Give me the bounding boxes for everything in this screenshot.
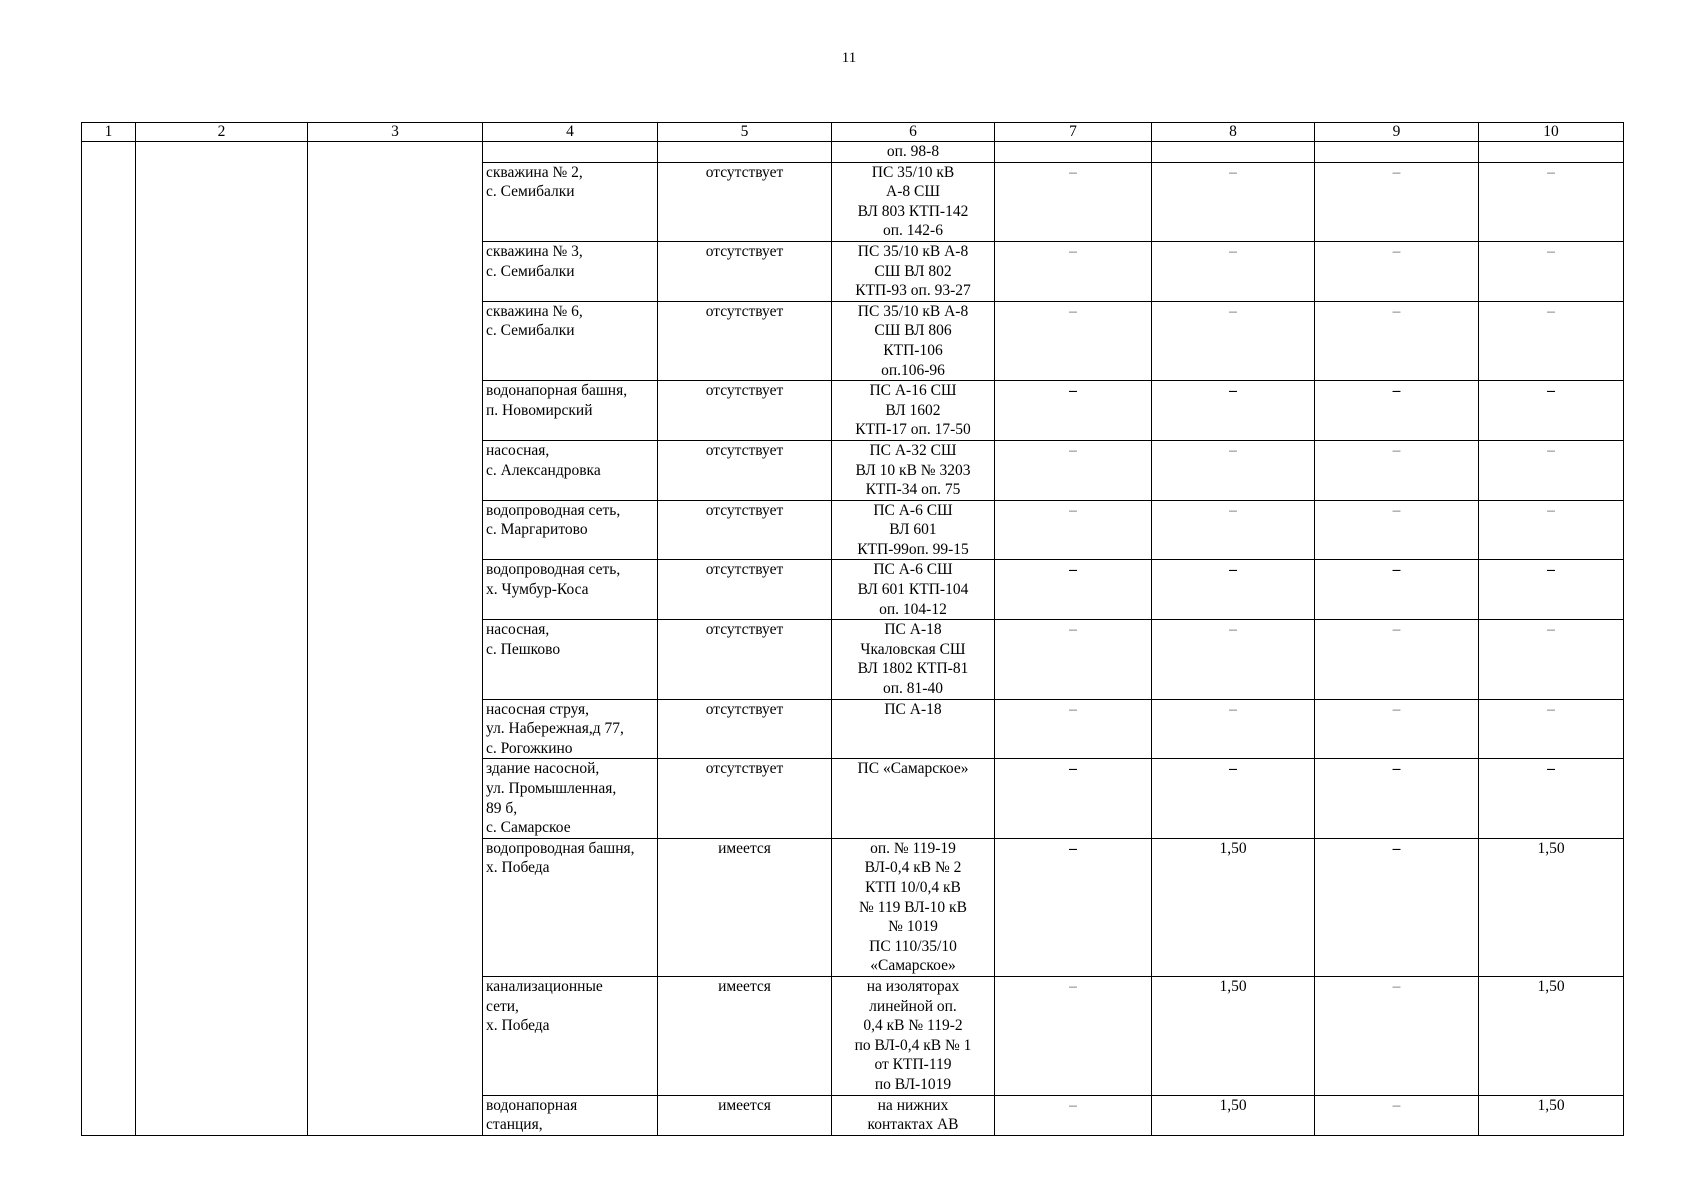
cell-c7: – <box>995 440 1152 500</box>
cell-c9: – <box>1315 301 1479 380</box>
cell-c10: – <box>1479 241 1624 301</box>
cell-c8: 1,50 <box>1152 976 1315 1095</box>
merged-cell-col1 <box>82 142 136 1136</box>
cell-c7: – <box>995 759 1152 838</box>
cell-c9: – <box>1315 699 1479 759</box>
cell-status: имеется <box>658 838 832 976</box>
data-table <box>81 122 1624 1136</box>
cell-c9: – <box>1315 241 1479 301</box>
cell-source: на изоляторах линейной оп. 0,4 кВ № 119-2 по ВЛ-0,4 кВ № 1 от КТП-119 по ВЛ-1019 <box>832 976 995 1095</box>
cell-object: водонапорная станция, <box>483 1095 658 1135</box>
cell-c7: – <box>995 1095 1152 1135</box>
cell-c8: – <box>1152 620 1315 699</box>
cell-status: отсутствует <box>658 241 832 301</box>
column-header-7: 7 <box>995 123 1152 142</box>
column-header-5: 5 <box>658 123 832 142</box>
cell-status: отсутствует <box>658 440 832 500</box>
cell-c9: – <box>1315 620 1479 699</box>
cell-c8: – <box>1152 301 1315 380</box>
cell-source: ПС А-18 Чкаловская СШ ВЛ 1802 КТП-81 оп. 81-40 <box>832 620 995 699</box>
cell-c9: – <box>1315 976 1479 1095</box>
cell-object: насосная струя, ул. Набережная,д 77, с. Рогожкино <box>483 699 658 759</box>
cell-c8: – <box>1152 440 1315 500</box>
cell-c7: – <box>995 500 1152 560</box>
cell-object: водопроводная башня, х. Победа <box>483 838 658 976</box>
cell-object: скважина № 6, с. Семибалки <box>483 301 658 380</box>
cell-c10: – <box>1479 301 1624 380</box>
cell-status: отсутствует <box>658 620 832 699</box>
table-row-continued <box>82 142 1624 163</box>
cell-c7: – <box>995 162 1152 241</box>
cell-status: отсутствует <box>658 699 832 759</box>
cell-source: ПС А-32 СШ ВЛ 10 кВ № 3203 КТП-34 оп. 75 <box>832 440 995 500</box>
cell-source: оп. № 119-19 ВЛ-0,4 кВ № 2 КТП 10/0,4 кВ № 119 ВЛ-10 кВ № 1019 ПС 110/35/10 «Самарское» <box>832 838 995 976</box>
merged-cell-col2 <box>136 142 308 1136</box>
cell-c8: – <box>1152 560 1315 620</box>
cell-source: ПС «Самарское» <box>832 759 995 838</box>
cell-source: ПС А-18 <box>832 699 995 759</box>
cell-c7: – <box>995 381 1152 441</box>
cell-source: ПС 35/10 кВ А-8 СШ ВЛ 802 КТП-93 оп. 93-27 <box>832 241 995 301</box>
header-row <box>82 123 1624 142</box>
cell-c10: – <box>1479 759 1624 838</box>
column-header-8: 8 <box>1152 123 1315 142</box>
cell-source: оп. 98-8 <box>832 142 995 163</box>
cell-c7: – <box>995 241 1152 301</box>
cell-c7 <box>995 142 1152 163</box>
cell-c8: 1,50 <box>1152 1095 1315 1135</box>
page-number: 11 <box>841 50 857 66</box>
cell-status: отсутствует <box>658 162 832 241</box>
cell-object: водопроводная сеть, с. Маргаритово <box>483 500 658 560</box>
cell-status: отсутствует <box>658 301 832 380</box>
cell-status: отсутствует <box>658 381 832 441</box>
cell-c10: – <box>1479 560 1624 620</box>
cell-c10: – <box>1479 381 1624 441</box>
cell-c10: – <box>1479 699 1624 759</box>
cell-status <box>658 142 832 163</box>
cell-c9: – <box>1315 381 1479 441</box>
cell-c8 <box>1152 142 1315 163</box>
column-header-6: 6 <box>832 123 995 142</box>
cell-c8: – <box>1152 500 1315 560</box>
cell-object: здание насосной, ул. Промышленная, 89 б, с. Самарское <box>483 759 658 838</box>
cell-c9: – <box>1315 759 1479 838</box>
cell-source: ПС А-16 СШ ВЛ 1602 КТП-17 оп. 17-50 <box>832 381 995 441</box>
cell-object: канализационные сети, х. Победа <box>483 976 658 1095</box>
column-header-9: 9 <box>1315 123 1479 142</box>
cell-c7: – <box>995 301 1152 380</box>
cell-source: ПС 35/10 кВ А-8 СШ ВЛ 806 КТП-106 оп.106-96 <box>832 301 995 380</box>
column-header-1: 1 <box>82 123 136 142</box>
cell-c9: – <box>1315 560 1479 620</box>
cell-status: отсутствует <box>658 759 832 838</box>
cell-c8: – <box>1152 162 1315 241</box>
cell-status: отсутствует <box>658 500 832 560</box>
cell-source: ПС А-6 СШ ВЛ 601 КТП-99оп. 99-15 <box>832 500 995 560</box>
cell-c10: – <box>1479 440 1624 500</box>
cell-c8: – <box>1152 381 1315 441</box>
cell-c9: – <box>1315 1095 1479 1135</box>
column-header-4: 4 <box>483 123 658 142</box>
cell-object: насосная, с. Пешково <box>483 620 658 699</box>
cell-c8: – <box>1152 241 1315 301</box>
cell-c10: – <box>1479 500 1624 560</box>
cell-c10: – <box>1479 620 1624 699</box>
cell-c8: – <box>1152 759 1315 838</box>
cell-c9: – <box>1315 440 1479 500</box>
cell-c9 <box>1315 142 1479 163</box>
cell-object <box>483 142 658 163</box>
cell-object: водонапорная башня, п. Новомирский <box>483 381 658 441</box>
cell-c10 <box>1479 142 1624 163</box>
merged-cell-col3 <box>308 142 483 1136</box>
cell-status: имеется <box>658 976 832 1095</box>
cell-c9: – <box>1315 838 1479 976</box>
cell-c7: – <box>995 838 1152 976</box>
cell-c8: – <box>1152 699 1315 759</box>
cell-c9: – <box>1315 500 1479 560</box>
cell-c10: 1,50 <box>1479 976 1624 1095</box>
cell-object: скважина № 3, с. Семибалки <box>483 241 658 301</box>
column-header-10: 10 <box>1479 123 1624 142</box>
cell-c7: – <box>995 699 1152 759</box>
cell-status: отсутствует <box>658 560 832 620</box>
cell-source: ПС 35/10 кВ А-8 СШ ВЛ 803 КТП-142 оп. 142-6 <box>832 162 995 241</box>
cell-c7: – <box>995 620 1152 699</box>
cell-c10: – <box>1479 162 1624 241</box>
cell-object: насосная, с. Александровка <box>483 440 658 500</box>
cell-c7: – <box>995 976 1152 1095</box>
cell-c10: 1,50 <box>1479 1095 1624 1135</box>
cell-status: имеется <box>658 1095 832 1135</box>
cell-source: ПС А-6 СШ ВЛ 601 КТП-104 оп. 104-12 <box>832 560 995 620</box>
column-header-2: 2 <box>136 123 308 142</box>
cell-c10: 1,50 <box>1479 838 1624 976</box>
cell-object: водопроводная сеть, х. Чумбур-Коса <box>483 560 658 620</box>
cell-c7: – <box>995 560 1152 620</box>
cell-source: на нижних контактах АВ <box>832 1095 995 1135</box>
cell-c8: 1,50 <box>1152 838 1315 976</box>
cell-object: скважина № 2, с. Семибалки <box>483 162 658 241</box>
column-header-3: 3 <box>308 123 483 142</box>
cell-c9: – <box>1315 162 1479 241</box>
